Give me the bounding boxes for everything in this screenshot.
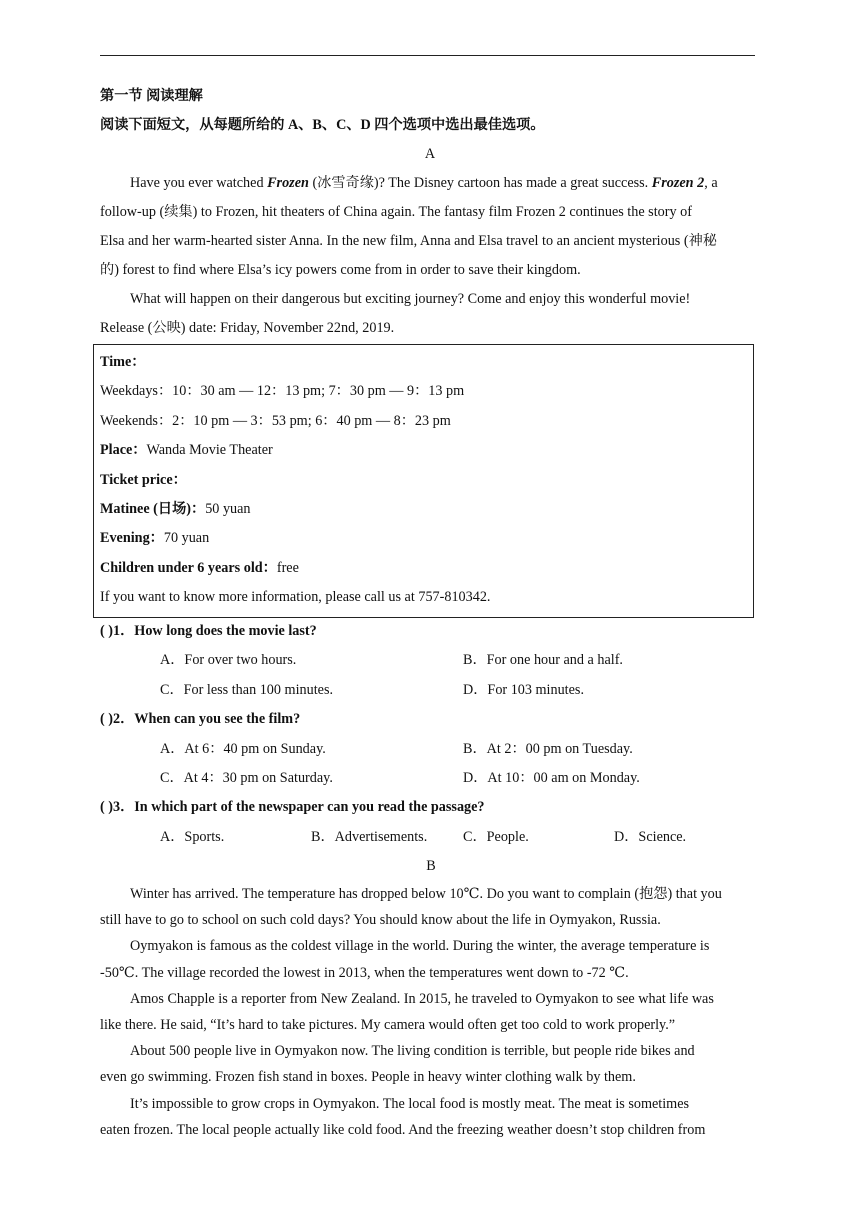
movie-info-box [93, 344, 754, 618]
movie-title: Frozen 2 [651, 175, 705, 191]
movie-title: Frozen [267, 175, 309, 191]
option-a: A．For over two hours. [160, 652, 297, 669]
questions-section [100, 617, 760, 852]
passage-b-line-4: -50℃. The village recorded the lowest in 2013, when the temperatures went down to -72 ℃. [100, 964, 629, 981]
question-2-options-row-1 [100, 735, 760, 764]
passage-b-line-7: About 500 people live in Oymyakon now. The living condition is terrible, but people ride bikes and [130, 1043, 695, 1060]
question-3-options-row [100, 823, 760, 852]
time-label: Time： [100, 354, 146, 370]
option-d: D．At 10：00 am on Monday. [463, 769, 640, 786]
evening-label: Evening： [100, 530, 164, 547]
place-label: Place： [100, 442, 147, 459]
passage-b-line-6: like there. He said, “It’s hard to take pictures. My camera would often get too cold to work properly.” [100, 1017, 676, 1034]
passage-b-label: B [426, 858, 436, 874]
passage-b-section [100, 852, 762, 1143]
place-row [100, 436, 753, 465]
option-b: B．At 2：00 pm on Tuesday. [463, 740, 633, 757]
option-b: B．For one hour and a half. [463, 652, 623, 669]
passage-b-line-3: Oymyakon is famous as the coldest village in the world. During the winter, the average temperature is [130, 938, 710, 955]
passage-a-line-5: What will happen on their dangerous but exciting journey? Come and enjoy this wonderful movie! [130, 291, 691, 307]
question-2-options-row-2 [100, 764, 760, 793]
option-a: A．Sports. [160, 828, 225, 845]
weekends-schedule: Weekends：2：10 pm — 3：53 pm; 6：40 pm — 8：23 pm [100, 412, 451, 429]
matinee-label: Matinee (日场)： [100, 501, 206, 518]
option-c: C．People. [463, 828, 529, 845]
matinee-value: 50 yuan [205, 501, 251, 518]
passage-a-label: A [424, 146, 436, 162]
instructions: 阅读下面短文，从每题所给的 A、B、C、D 四个选项中选出最佳选项。 [100, 117, 545, 133]
contact-line: If you want to know more information, please call us at 757-810342. [100, 589, 491, 606]
ticket-price-label: Ticket price： [100, 471, 187, 488]
evening-row [100, 524, 753, 553]
passage-b-line-10: eaten frozen. The local people actually like cold food. And the freezing weather doesn’t stop children from [100, 1121, 706, 1138]
question-1-options-row-1 [100, 646, 760, 675]
evening-value: 70 yuan [163, 530, 210, 547]
passage-a-section [100, 82, 760, 343]
question-3-stem: ( )3．In which part of the newspaper can you read the passage? [100, 799, 485, 816]
question-1-options-row-2 [100, 676, 760, 705]
option-c: C．At 4：30 pm on Saturday. [160, 769, 333, 786]
section-title: 第一节 阅读理解 [100, 88, 203, 104]
question-2-stem: ( )2．When can you see the film? [100, 711, 301, 728]
passage-b-line-8: even go swimming. Frozen fish stand in boxes. People in heavy winter clothing walk by them. [100, 1069, 636, 1086]
children-value: free [276, 559, 299, 576]
option-d: D．Science. [614, 828, 687, 845]
passage-b-line-9: It’s impossible to grow crops in Oymyakon. The local food is mostly meat. The meat is sometimes [130, 1095, 690, 1112]
passage-a-line-2: follow-up (续集) to Frozen, hit theaters of China again. The fantasy film Frozen 2 continues the story of [100, 204, 692, 220]
text-run: Have you ever watched [130, 175, 268, 191]
option-b: B．Advertisements. [311, 828, 428, 845]
header-rule [100, 55, 755, 56]
place-value: Wanda Movie Theater [146, 442, 273, 459]
passage-b-line-2: still have to go to school on such cold days? You should know about the life in Oymyakon, Russia. [100, 912, 661, 929]
weekdays-schedule: Weekdays：10：30 am — 12：13 pm; 7：30 pm — 9：13 pm [100, 383, 465, 400]
text-run: , a [704, 175, 718, 191]
passage-b-line-1: Winter has arrived. The temperature has dropped below 10℃. Do you want to complain (抱怨) that you [130, 886, 722, 902]
option-a: A．At 6：40 pm on Sunday. [160, 740, 326, 757]
option-c: C．For less than 100 minutes. [160, 681, 334, 698]
passage-a-line-1 [100, 169, 760, 198]
passage-b-line-5: Amos Chapple is a reporter from New Zealand. In 2015, he traveled to Oymyakon to see what life was [130, 990, 714, 1007]
question-1-stem: ( )1．How long does the movie last? [100, 623, 317, 639]
children-row [100, 554, 753, 583]
passage-a-line-4: 的) forest to find where Elsa’s icy powers come from in order to save their kingdom. [100, 262, 581, 278]
passage-a-line-3: Elsa and her warm-hearted sister Anna. In the new film, Anna and Elsa travel to an ancient mysterious (神秘 [100, 233, 717, 249]
text-run: (冰雪奇缘)? The Disney cartoon has made a great success. [308, 175, 652, 191]
children-label: Children under 6 years old： [100, 559, 277, 576]
passage-a-line-6: Release (公映) date: Friday, November 22nd, 2019. [100, 320, 395, 336]
option-d: D．For 103 minutes. [463, 681, 584, 698]
matinee-row [100, 495, 753, 524]
